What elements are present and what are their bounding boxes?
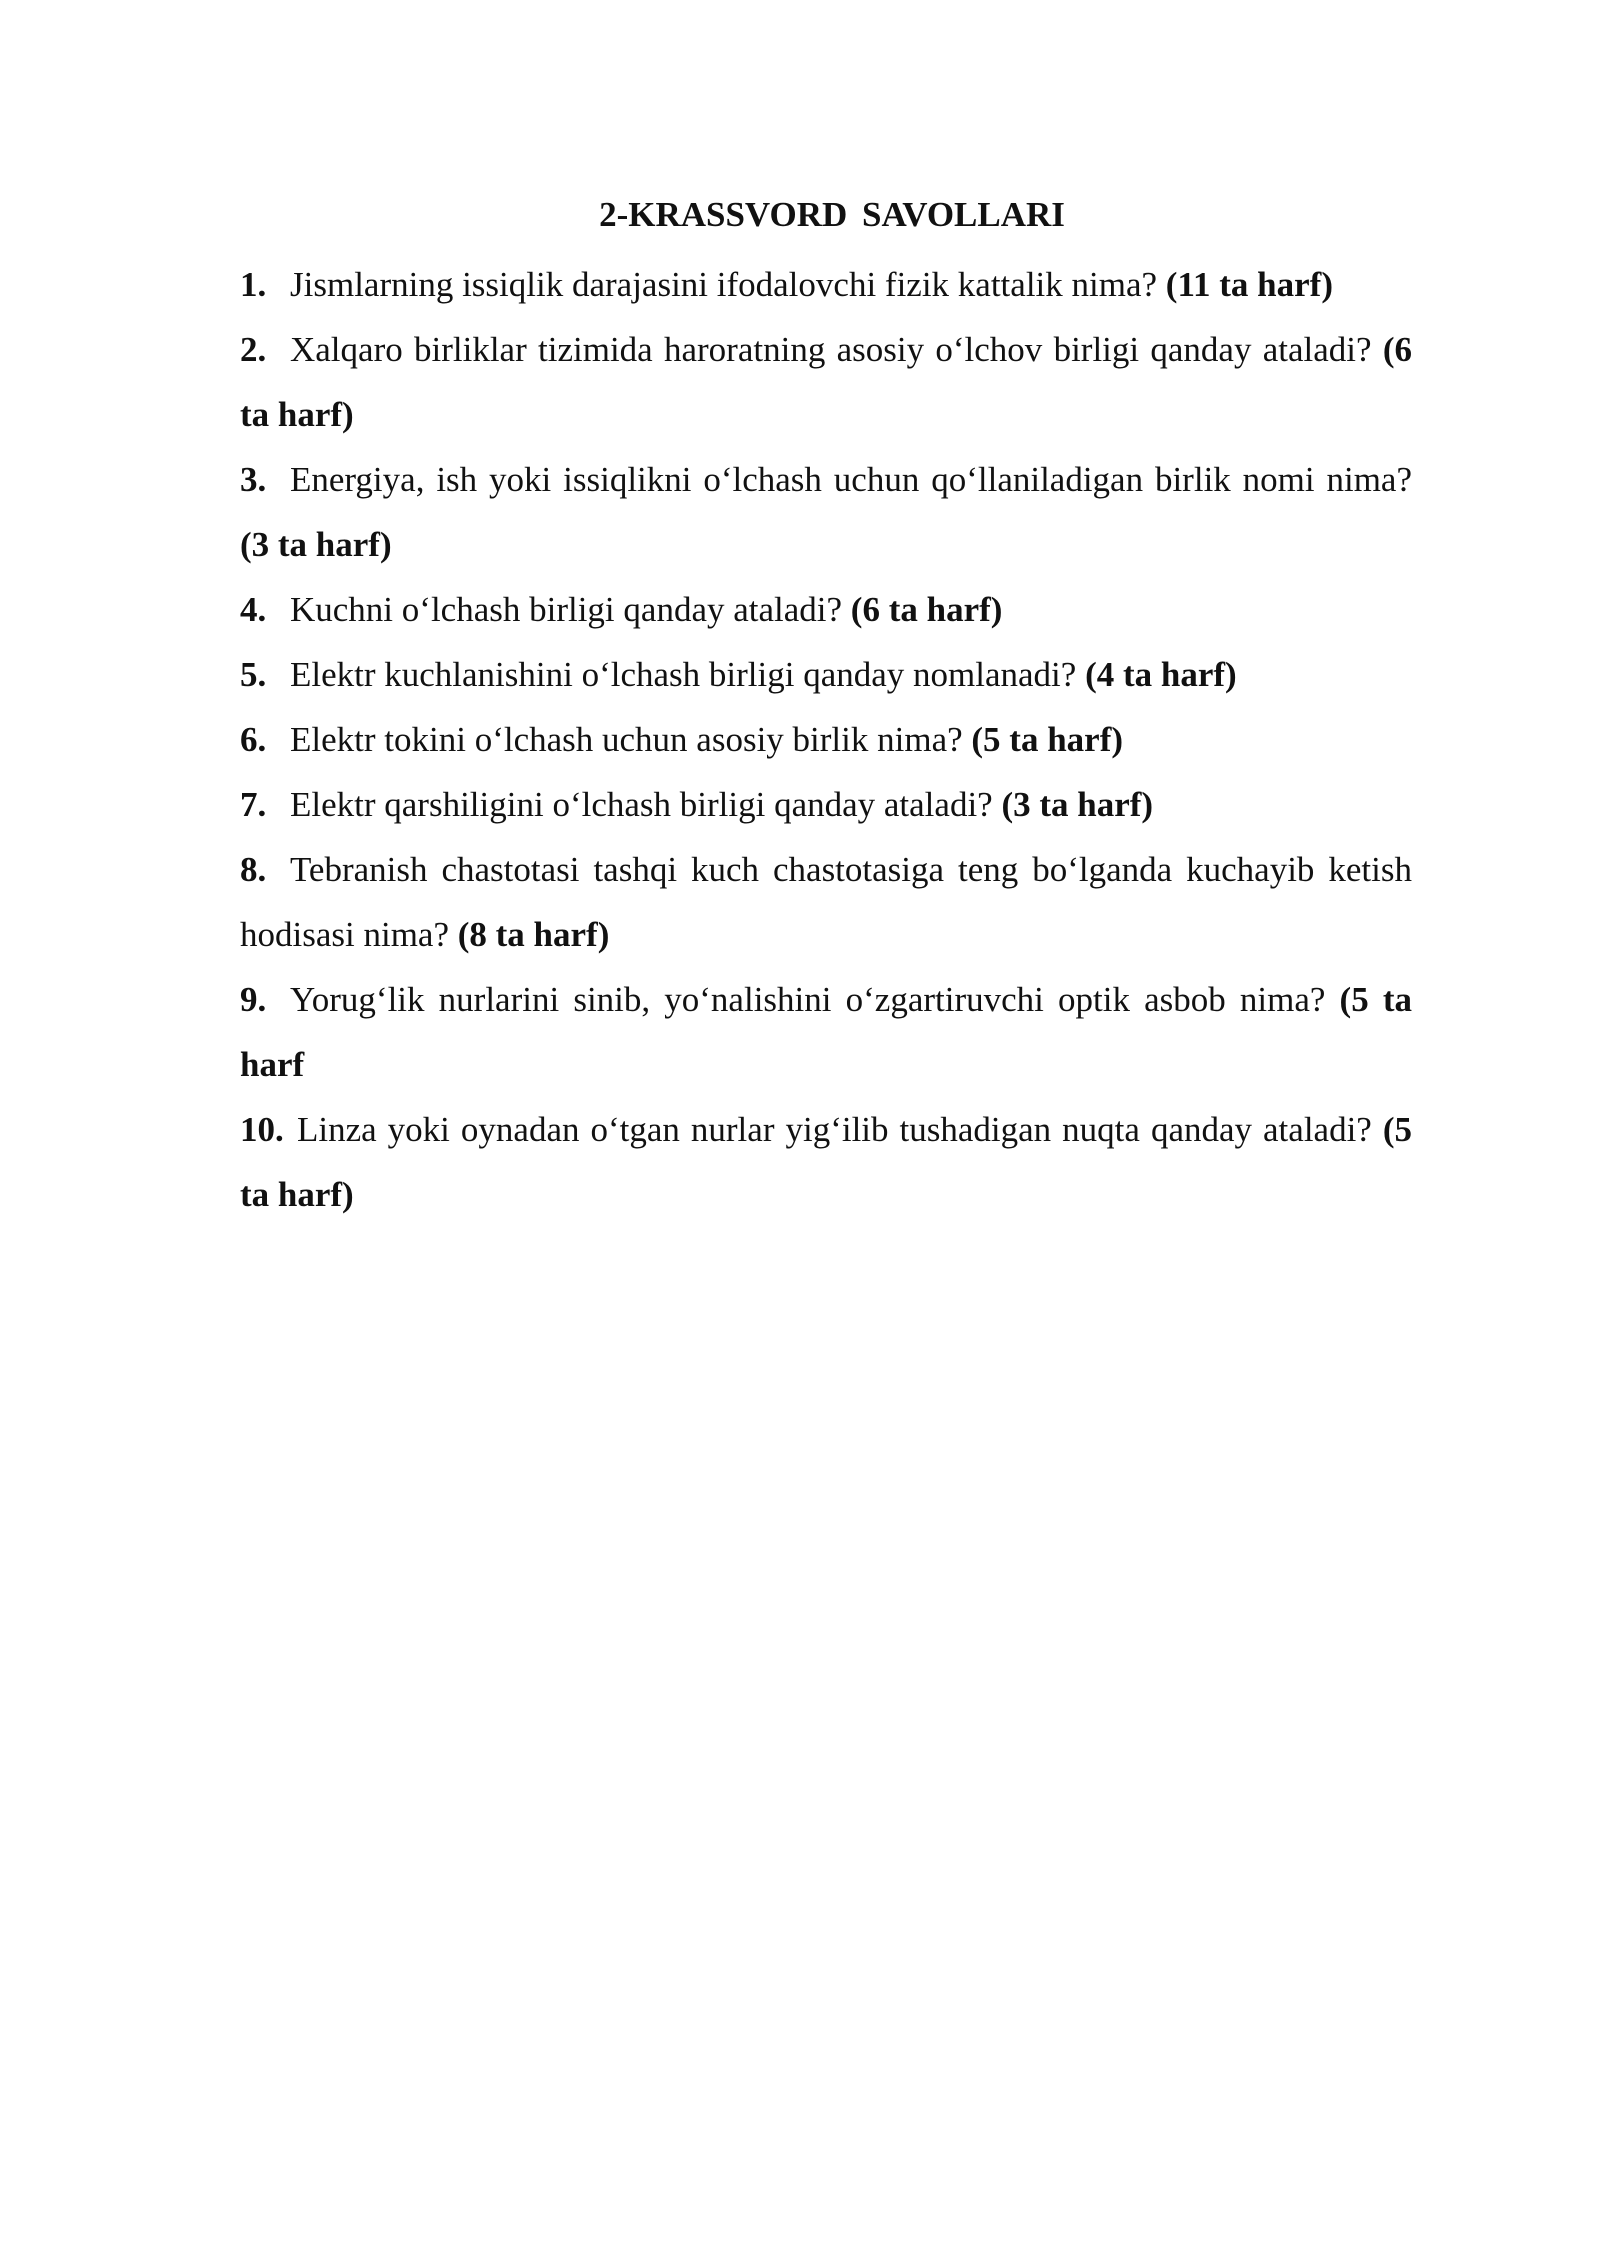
question-text: Jismlarning issiqlik darajasini ifodalovchi fizik kattalik nima? [290,265,1166,304]
letter-count-hint: (5 ta harf [240,980,1412,1084]
letter-count-hint: (6 ta harf) [850,590,1003,629]
question-number: 2. [240,330,267,369]
question-text: Elektr qarshiligini o‘lchash birligi qanday ataladi? [290,785,1002,824]
question-text: Kuchni o‘lchash birligi qanday ataladi? [290,590,851,629]
letter-count-hint: (5 ta harf) [240,1110,1412,1214]
question-number: 5. [240,655,267,694]
question-3 [240,447,1412,577]
question-2 [240,317,1412,447]
question-text: Xalqaro birliklar tizimida haroratning asosiy o‘lchov birligi qanday ataladi? [290,330,1383,369]
question-number: 4. [240,590,267,629]
question-text: Yorug‘lik nurlarini sinib, yo‘nalishini o‘zgartiruvchi optik asbob nima? [290,980,1340,1019]
question-8 [240,837,1412,967]
question-1 [240,252,1412,317]
question-number: 7. [240,785,267,824]
letter-count-hint: (5 ta harf) [971,720,1124,759]
question-number: 3. [240,460,267,499]
letter-count-hint: (11 ta harf) [1165,265,1333,304]
question-text: Energiya, ish yoki issiqlikni o‘lchash uchun qo‘llaniladigan birlik nomi nima? [290,460,1412,499]
letter-count-hint: (8 ta harf) [457,915,610,954]
question-7 [240,772,1412,837]
question-5 [240,642,1412,707]
letter-count-hint: (3 ta harf) [1001,785,1154,824]
question-number: 9. [240,980,267,1019]
question-text: Tebranish chastotasi tashqi kuch chastotasiga teng bo‘lganda kuchayib ketish hodisasi nima? [240,850,1412,954]
question-10 [240,1097,1412,1227]
document-page [240,186,1412,1227]
document-title: 2-KRASSVORD SAVOLLARI [599,195,1065,234]
question-text: Elektr tokini o‘lchash uchun asosiy birlik nima? [290,720,972,759]
question-number: 6. [240,720,267,759]
question-number: 1. [240,265,267,304]
question-6 [240,707,1412,772]
question-number: 8. [240,850,267,889]
question-4 [240,577,1412,642]
question-text: Elektr kuchlanishini o‘lchash birligi qanday nomlanadi? [290,655,1086,694]
question-text: Linza yoki oynadan o‘tgan nurlar yig‘ilib tushadigan nuqta qanday ataladi? [297,1110,1383,1149]
letter-count-hint: (4 ta harf) [1085,655,1237,694]
question-9 [240,967,1412,1097]
question-number: 10. [240,1110,284,1149]
letter-count-hint: (6 ta harf) [240,330,1412,434]
letter-count-hint: (3 ta harf) [240,525,392,564]
